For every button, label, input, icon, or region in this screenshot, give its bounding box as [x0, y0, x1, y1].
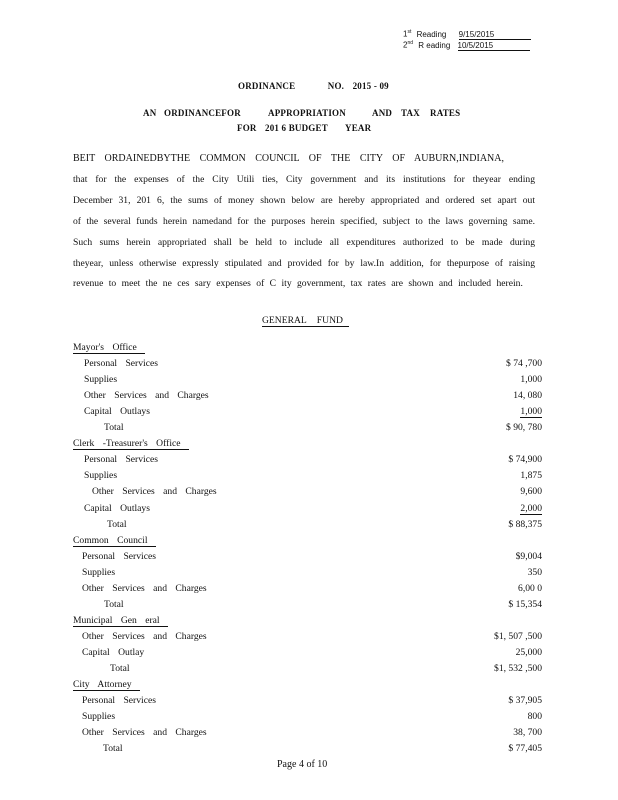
department-total-label: Total	[107, 518, 127, 530]
second-reading-date: 10/5/2015	[458, 41, 530, 51]
line-item-label: Capital Outlays	[84, 406, 150, 418]
line-item-label: Other Services and Charges	[82, 727, 207, 739]
line-item-label: Capital Outlays	[84, 502, 150, 514]
line-item-amount: 14, 080	[513, 390, 542, 402]
ordinance-number: 2015 - 09	[352, 81, 389, 91]
first-reading-label: Reading	[416, 29, 447, 39]
title-word-year: YEAR	[345, 123, 372, 133]
title-word-an: AN	[143, 108, 157, 118]
line-item-amount: $ 37,905	[508, 695, 542, 707]
title-word-ordinancefor: ORDINANCEFOR	[164, 108, 241, 118]
preamble	[73, 149, 535, 295]
department-title-label: City Attorney	[73, 679, 140, 691]
line-item-label: Supplies	[84, 374, 118, 386]
department-total-amount: $ 90, 780	[506, 422, 542, 434]
preamble-first-line: BEIT ORDAINEDBYTHE COMMON COUNCIL OF THE CITY OF AUBURN,INDIANA,	[73, 153, 504, 164]
line-item-amount: 1,000	[520, 374, 542, 386]
first-reading-date: 9/15/2015	[459, 30, 531, 40]
line-item	[0, 583, 618, 599]
department-total-amount: $ 88,375	[508, 518, 542, 530]
line-item-label: Other Services and Charges	[82, 630, 207, 642]
department-title-label: Municipal Gen eral	[73, 615, 168, 627]
department-title	[0, 535, 618, 551]
line-item	[0, 470, 618, 486]
line-item	[0, 486, 618, 502]
department-total-amount: $ 77,405	[508, 743, 542, 755]
line-item	[0, 406, 618, 422]
department-title	[0, 679, 618, 695]
line-item-amount: 38, 700	[513, 727, 542, 739]
first-reading-suffix: st	[407, 29, 412, 35]
ordinance-number-line	[238, 81, 389, 91]
line-item-amount: $ 74,900	[508, 454, 542, 466]
page-number: Page 4 of 10	[277, 759, 328, 770]
preamble-body: that for the expenses of the City Utili ties, City government and its institutions for theyear ending December 31, 201 6, the sums of money shown below are hereby appropriated and ordered set apart out of the several funds herein namedand for the purposes herein specified, subject to the laws governing same. Such sums herein appropriated shall be held to include all expenditures authorized to be made during theyear, unless otherwise expressly stipulated and provided for by law.In addition, for thepurpose of raising revenue to meet the ne ces sary expenses of C ity government, tax rates are shown and included herein.	[73, 173, 535, 290]
department-title	[0, 615, 618, 631]
department-total	[0, 519, 618, 535]
line-item	[0, 503, 618, 519]
department-total-label: Total	[104, 598, 124, 610]
title-word-and: AND	[372, 108, 393, 118]
first-reading-ordinal: 1	[403, 29, 408, 39]
title-word-tax: TAX	[401, 108, 420, 118]
title-budget-year: 201 6 BUDGET	[265, 123, 328, 133]
line-item-amount: 1,875	[520, 470, 542, 482]
department-total-amount: $ 15,354	[508, 598, 542, 610]
line-item	[0, 551, 618, 567]
second-reading-label: R eading	[418, 40, 451, 50]
line-item-amount: 6,00 0	[518, 582, 542, 594]
fund-title-text: GENERAL FUND	[262, 315, 349, 327]
line-item-label: Personal Services	[84, 454, 158, 466]
department-total-amount: $1, 532 ,500	[494, 663, 542, 674]
line-item	[0, 727, 618, 743]
ordinance-no-label: NO.	[327, 81, 345, 91]
line-item	[0, 358, 618, 374]
second-reading-ordinal: 2	[403, 40, 408, 50]
line-item	[0, 567, 618, 583]
title-word-appropriation: APPROPRIATION	[268, 108, 346, 118]
department-total-label: Total	[103, 743, 123, 755]
line-item-label: Personal Services	[84, 358, 158, 370]
line-item	[0, 454, 618, 470]
line-item-label: Supplies	[84, 470, 118, 482]
department-total	[0, 599, 618, 615]
line-item	[0, 711, 618, 727]
line-item-amount: $ 74 ,700	[506, 358, 542, 370]
department-total-label: Total	[104, 422, 124, 434]
ordinance-word: ORDINANCE	[238, 81, 296, 91]
line-item	[0, 374, 618, 390]
line-item	[0, 631, 618, 647]
department-title-label: Mayor's Office	[73, 342, 145, 354]
title-word-for: FOR	[237, 123, 257, 133]
line-item-label: Capital Outlay	[82, 646, 145, 658]
line-item-label: Other Services and Charges	[84, 390, 209, 402]
line-item-label: Personal Services	[82, 695, 156, 707]
first-reading	[403, 29, 531, 40]
title-word-rates: RATES	[430, 108, 461, 118]
line-item-amount: $1, 507 ,500	[494, 630, 542, 642]
line-item	[0, 390, 618, 406]
department-total	[0, 663, 618, 679]
department-title-label: Common Council	[73, 535, 156, 547]
line-item-amount: $9,004	[515, 550, 542, 562]
line-item-amount: 2,000	[520, 502, 542, 514]
second-reading	[403, 40, 530, 51]
fund-title	[262, 315, 349, 327]
line-item-amount: 9,600	[520, 486, 542, 498]
department-title	[0, 342, 618, 358]
department-total	[0, 743, 618, 759]
line-item	[0, 695, 618, 711]
line-item-label: Other Services and Charges	[92, 486, 217, 498]
line-item-amount: 350	[527, 566, 542, 578]
second-reading-suffix: nd	[407, 40, 414, 46]
line-item-label: Supplies	[82, 711, 116, 723]
department-total-label: Total	[110, 663, 130, 674]
department-title-label: Clerk -Treasurer's Office	[73, 438, 189, 450]
line-item-label: Supplies	[82, 566, 116, 578]
line-item-label: Personal Services	[82, 550, 156, 562]
department-title	[0, 438, 618, 454]
line-item-label: Other Services and Charges	[82, 582, 207, 594]
line-item-amount: 800	[527, 711, 542, 723]
line-item-amount: 25,000	[515, 646, 542, 658]
department-total	[0, 422, 618, 438]
line-item-amount: 1,000	[520, 406, 542, 418]
line-item	[0, 647, 618, 663]
